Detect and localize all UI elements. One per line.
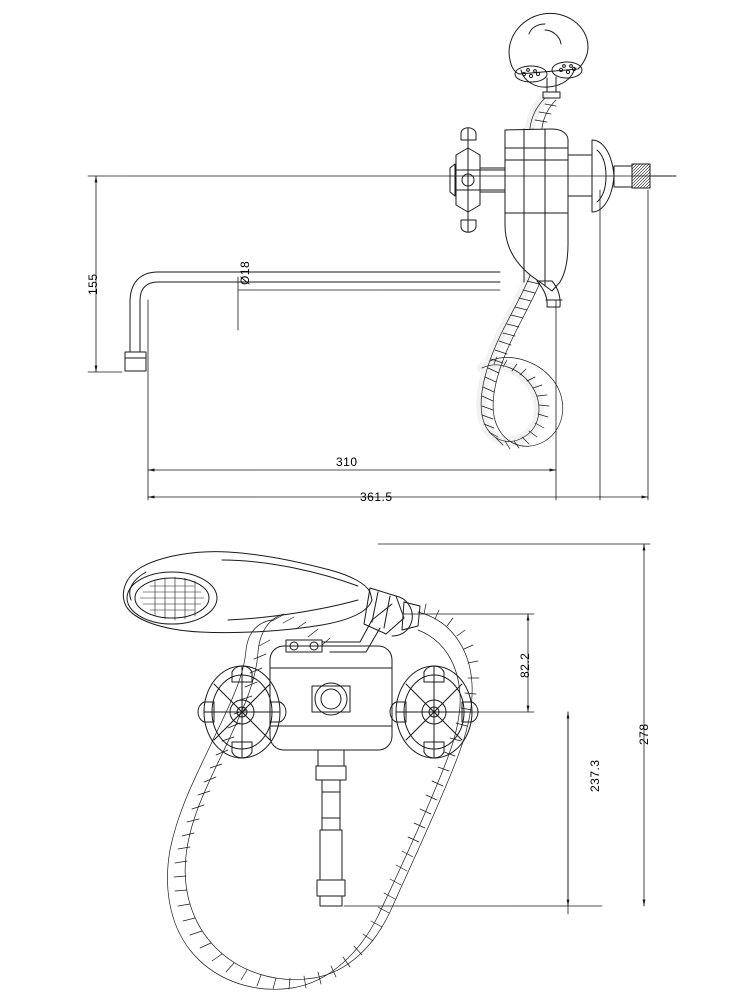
mixer-body-front (198, 604, 478, 906)
dim-label-18: Ø18 (238, 260, 252, 285)
mixer-body-side (450, 128, 676, 307)
dim-label-155: 155 (86, 273, 100, 295)
dim-label-278: 278 (637, 723, 651, 745)
cross-handle-side (450, 128, 505, 233)
view-side-elevation (88, 13, 676, 500)
dim-label-237-3: 237.3 (588, 759, 602, 792)
dimension-lines-side (88, 176, 676, 500)
shower-handset-front (123, 552, 420, 636)
view-front-elevation (123, 544, 650, 989)
dim-label-310: 310 (336, 455, 358, 469)
shower-handset-side (509, 13, 588, 98)
dim-label-82-2: 82.2 (518, 652, 532, 678)
spout-side (125, 272, 500, 371)
dim-label-361-5: 361.5 (360, 490, 393, 504)
